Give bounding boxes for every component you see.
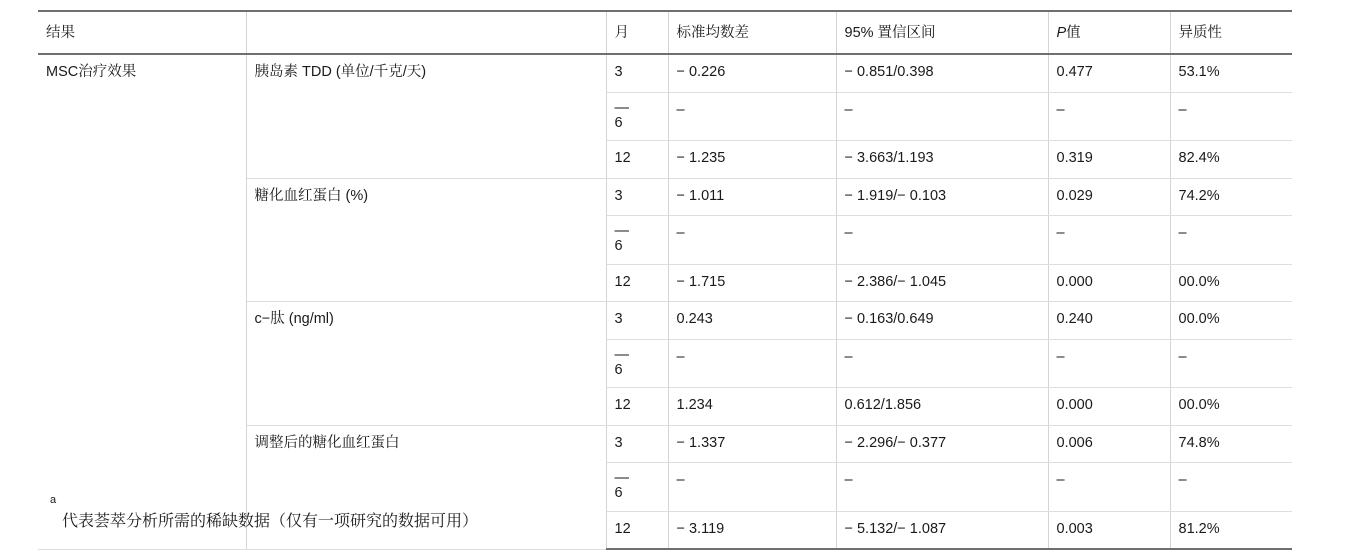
ci-cell: − 1.919/− 0.103 (836, 178, 1048, 216)
table-header (38, 11, 1292, 54)
heterogeneity-cell: 53.1% (1170, 54, 1292, 92)
table-body (38, 54, 1292, 549)
month-cell (606, 339, 668, 387)
outcome-cell: c−肽 (ng/ml) (246, 302, 606, 426)
heterogeneity-cell: 00.0% (1170, 264, 1292, 302)
smd-cell: – (668, 92, 836, 140)
col-header-pvalue (1048, 11, 1170, 54)
col-header-month: 月 (606, 11, 668, 54)
footnote-marker: a (50, 494, 57, 506)
table-header-row (38, 11, 1292, 54)
smd-cell: − 1.337 (668, 425, 836, 463)
col-header-heterogeneity: 异质性 (1170, 11, 1292, 54)
heterogeneity-cell: – (1170, 92, 1292, 140)
month-value: 6 (614, 485, 623, 502)
outcome-cell: 胰岛素 TDD (单位/千克/天) (246, 54, 606, 178)
smd-cell: − 1.715 (668, 264, 836, 302)
ci-cell: − 2.386/− 1.045 (836, 264, 1048, 302)
smd-cell: – (668, 216, 836, 264)
smd-cell: − 3.119 (668, 511, 836, 549)
month-cell: 3 (606, 54, 668, 92)
pvalue-italic-p: P (1056, 25, 1067, 41)
pvalue-suffix: 值 (1066, 25, 1081, 41)
month-dash: — (614, 99, 629, 116)
pvalue-cell: 0.000 (1048, 388, 1170, 426)
month-cell (606, 92, 668, 140)
month-cell: 12 (606, 264, 668, 302)
col-header-ci: 95% 置信区间 (836, 11, 1048, 54)
smd-cell: 1.234 (668, 388, 836, 426)
col-header-outcome-name (246, 11, 606, 54)
smd-cell: 0.243 (668, 302, 836, 340)
outcome-cell: 调整后的糖化血红蛋白 (246, 425, 606, 549)
heterogeneity-cell: 00.0% (1170, 302, 1292, 340)
ci-cell: – (836, 92, 1048, 140)
month-value: 6 (614, 238, 623, 255)
pvalue-cell: 0.240 (1048, 302, 1170, 340)
month-cell: 3 (606, 178, 668, 216)
heterogeneity-cell: – (1170, 216, 1292, 264)
ci-cell: − 2.296/− 0.377 (836, 425, 1048, 463)
ci-cell: – (836, 463, 1048, 511)
heterogeneity-cell: – (1170, 463, 1292, 511)
smd-cell: − 0.226 (668, 54, 836, 92)
month-cell: 12 (606, 511, 668, 549)
month-cell (606, 463, 668, 511)
outcome-cell: 糖化血红蛋白 (%) (246, 178, 606, 302)
meta-analysis-table (38, 10, 1292, 550)
heterogeneity-cell: 74.8% (1170, 425, 1292, 463)
smd-cell: – (668, 339, 836, 387)
col-header-outcome-group: 结果 (38, 11, 246, 54)
pvalue-cell: 0.319 (1048, 141, 1170, 179)
smd-cell: − 1.235 (668, 141, 836, 179)
month-cell: 3 (606, 425, 668, 463)
ci-cell: – (836, 339, 1048, 387)
footnote-text: 代表荟萃分析所需的稀缺数据（仅有一项研究的数据可用） (62, 513, 479, 530)
heterogeneity-cell: 74.2% (1170, 178, 1292, 216)
ci-cell: − 0.163/0.649 (836, 302, 1048, 340)
month-cell (606, 216, 668, 264)
month-cell: 12 (606, 141, 668, 179)
heterogeneity-cell: – (1170, 339, 1292, 387)
heterogeneity-cell: 00.0% (1170, 388, 1292, 426)
ci-cell: − 3.663/1.193 (836, 141, 1048, 179)
table-footnote (50, 494, 479, 531)
pvalue-cell: 0.003 (1048, 511, 1170, 549)
month-dash: — (614, 223, 629, 240)
table-row (38, 54, 1292, 92)
pvalue-cell: 0.006 (1048, 425, 1170, 463)
smd-cell: − 1.011 (668, 178, 836, 216)
pvalue-cell: 0.477 (1048, 54, 1170, 92)
month-dash: — (614, 346, 629, 363)
pvalue-cell: 0.000 (1048, 264, 1170, 302)
month-cell: 3 (606, 302, 668, 340)
smd-cell: – (668, 463, 836, 511)
pvalue-cell: – (1048, 339, 1170, 387)
pvalue-cell: – (1048, 216, 1170, 264)
category-cell: MSC治疗效果 (38, 54, 246, 549)
pvalue-cell: 0.029 (1048, 178, 1170, 216)
ci-cell: 0.612/1.856 (836, 388, 1048, 426)
pvalue-cell: – (1048, 463, 1170, 511)
ci-cell: − 0.851/0.398 (836, 54, 1048, 92)
month-value: 6 (614, 361, 623, 378)
month-dash: — (614, 470, 629, 487)
heterogeneity-cell: 81.2% (1170, 511, 1292, 549)
month-cell: 12 (606, 388, 668, 426)
ci-cell: – (836, 216, 1048, 264)
ci-cell: − 5.132/− 1.087 (836, 511, 1048, 549)
results-table-container (38, 10, 1292, 550)
col-header-smd: 标准均数差 (668, 11, 836, 54)
month-value: 6 (614, 114, 623, 131)
pvalue-cell: – (1048, 92, 1170, 140)
heterogeneity-cell: 82.4% (1170, 141, 1292, 179)
